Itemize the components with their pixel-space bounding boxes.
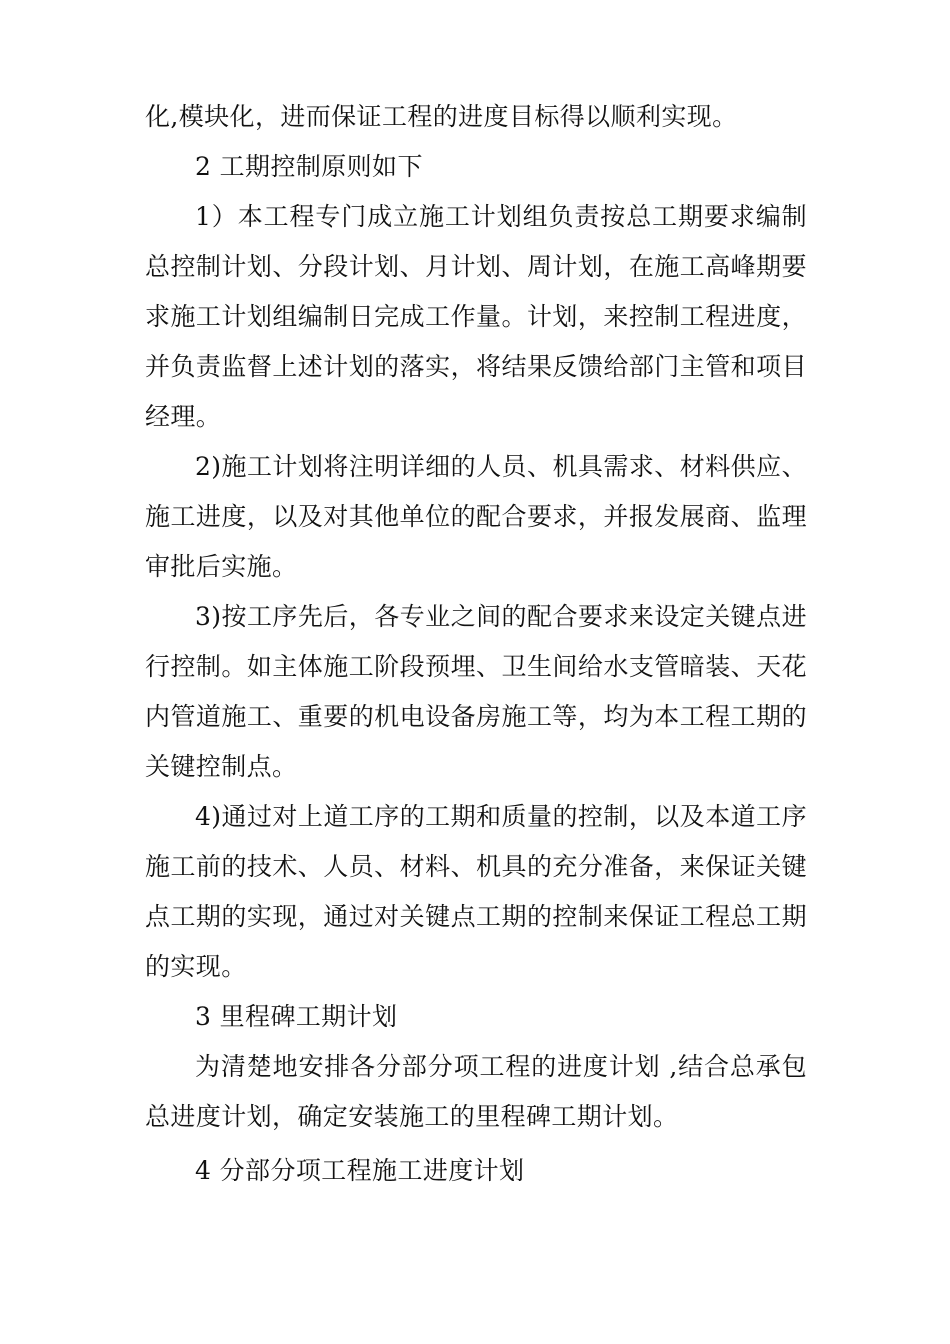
- heading-schedule-control-principles: 2 工期控制原则如下: [195, 152, 423, 181]
- paragraph-continuation: 化,模块化，进而保证工程的进度目标得以顺利实现。: [145, 102, 738, 131]
- paragraph-principle-1: 1）本工程专门成立施工计划组负责按总工期要求编制总控制计划、分段计划、月计划、周计划，在施工高峰期要求施工计划组编制日完成工作量。计划，来控制工程进度，并负责监督上述计划的落实，将结果反馈给部门主管和项目经理。: [145, 202, 807, 431]
- heading-milestone-schedule: 3 里程碑工期计划: [195, 1002, 398, 1031]
- heading-subdivision-schedule: 4 分部分项工程施工进度计划: [195, 1156, 525, 1185]
- paragraph-principle-4: 4)通过对上道工序的工期和质量的控制，以及本道工序施工前的技术、人员、材料、机具的充分准备，来保证关键点工期的实现，通过对关键点工期的控制来保证工程总工期的实现。: [145, 802, 807, 981]
- paragraph-milestone-schedule: 为清楚地安排各分部分项工程的进度计划 ,结合总承包总进度计划，确定安装施工的里程碑工期计划。: [145, 1052, 807, 1131]
- document-body: [145, 92, 807, 1196]
- paragraph-principle-2: 2)施工计划将注明详细的人员、机具需求、材料供应、施工进度，以及对其他单位的配合要求，并报发展商、监理审批后实施。: [145, 452, 807, 581]
- paragraph-principle-3: 3)按工序先后，各专业之间的配合要求来设定关键点进行控制。如主体施工阶段预埋、卫生间给水支管暗装、天花内管道施工、重要的机电设备房施工等，均为本工程工期的关键控制点。: [145, 602, 807, 781]
